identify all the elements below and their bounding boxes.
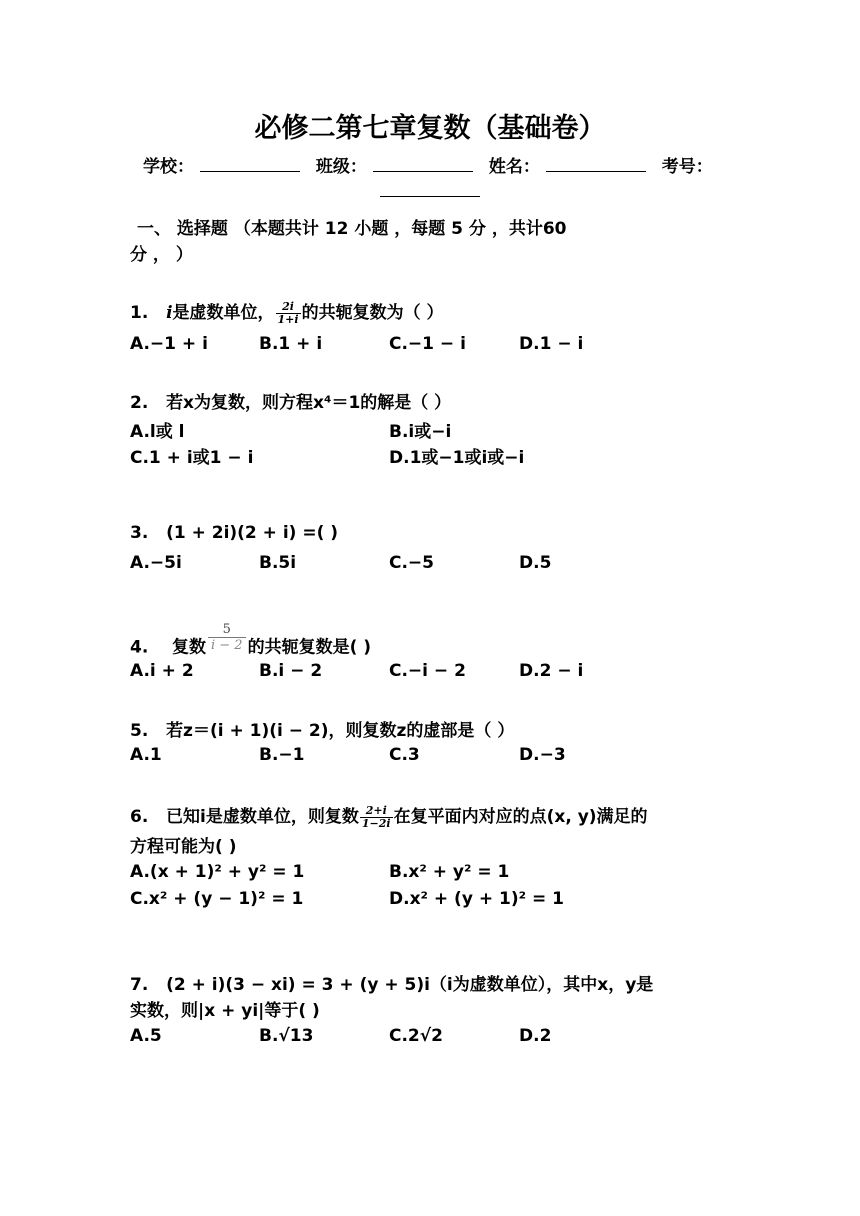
- option-6a[interactable]: A.(x + 1)² + y² = 1: [130, 862, 305, 882]
- fraction: $\frac{5}{i - 2}$: [208, 622, 246, 653]
- question-6-line2: 方程可能为( ): [130, 837, 237, 857]
- class-blank[interactable]: [373, 155, 473, 172]
- option-4c[interactable]: C.−i − 2: [389, 661, 466, 681]
- question-2: 2. 若x为复数，则方程x⁴＝1的解是（ ）: [130, 393, 452, 413]
- option-5b[interactable]: B.−1: [259, 745, 305, 765]
- question-5: 5. 若z＝(i + 1)(i − 2)，则复数z的虚部是（ ）: [130, 721, 515, 741]
- question-3: 3. (1 + 2i)(2 + i) =( ): [130, 523, 339, 543]
- fraction: $\frac{2+i}{1-2i}$: [361, 803, 391, 830]
- school-blank[interactable]: [200, 155, 300, 172]
- exam-no-blank[interactable]: [380, 180, 480, 197]
- question-1: 1. i是虚数单位， $\frac{2i}{1+i}$ 的共轭复数为（ ）: [130, 299, 444, 326]
- option-7a[interactable]: A.5: [130, 1026, 162, 1046]
- option-6d[interactable]: D.x² + (y + 1)² = 1: [389, 889, 564, 909]
- page-title: 必修二第七章复数（基础卷）: [254, 113, 606, 144]
- option-2d[interactable]: D.1或−1或i或−i: [389, 448, 525, 468]
- exam-no-label: 考号：: [661, 157, 713, 177]
- option-5a[interactable]: A.1: [130, 745, 162, 765]
- option-3c[interactable]: C.−5: [389, 553, 435, 573]
- option-3d[interactable]: D.5: [519, 553, 552, 573]
- question-7-line2: 实数，则|x + yi|等于( ): [130, 1001, 320, 1021]
- option-3a[interactable]: A.−5i: [130, 553, 182, 573]
- option-4d[interactable]: D.2 − i: [519, 661, 584, 681]
- option-2a[interactable]: A.l或 l: [130, 422, 185, 442]
- option-2c[interactable]: C.1 + i或1 − i: [130, 448, 254, 468]
- option-7b[interactable]: B.√13: [259, 1026, 314, 1046]
- option-4a[interactable]: A.i + 2: [130, 661, 194, 681]
- section-heading-line1: 一、 选择题 （本题共计 12 小题 ，每题 5 分 ，共计60: [137, 219, 567, 239]
- name-blank[interactable]: [546, 155, 646, 172]
- class-label: 班级：: [315, 157, 367, 177]
- option-1b[interactable]: B.1 + i: [259, 334, 323, 354]
- option-6b[interactable]: B.x² + y² = 1: [389, 862, 510, 882]
- question-7: 7. (2 + i)(3 − xi) = 3 + (y + 5)i（i为虚数单位），其中x，y是: [130, 975, 654, 995]
- option-1c[interactable]: C.−1 − i: [389, 334, 466, 354]
- option-3b[interactable]: B.5i: [259, 553, 297, 573]
- option-1d[interactable]: D.1 − i: [519, 334, 584, 354]
- school-label: 学校：: [143, 157, 194, 177]
- option-5c[interactable]: C.3: [389, 745, 420, 765]
- question-6: 6. 已知i是虚数单位，则复数 $\frac{2+i}{1-2i}$ 在复平面内对应的点(x, y)满足的: [130, 803, 648, 830]
- section-heading-line2: 分 ， ）: [130, 245, 193, 265]
- name-label: 姓名：: [488, 157, 540, 177]
- option-7d[interactable]: D.2: [519, 1026, 552, 1046]
- option-1a[interactable]: A.−1 + i: [130, 334, 208, 354]
- option-2b[interactable]: B.i或−i: [389, 422, 452, 442]
- option-6c[interactable]: C.x² + (y − 1)² = 1: [130, 889, 304, 909]
- student-info-line: [143, 152, 713, 177]
- option-7c[interactable]: C.2√2: [389, 1026, 443, 1046]
- question-4: 4. 复数 $\frac{5}{i - 2}$ 的共轭复数是( ): [130, 622, 372, 658]
- option-4b[interactable]: B.i − 2: [259, 661, 323, 681]
- option-5d[interactable]: D.−3: [519, 745, 566, 765]
- fraction: $\frac{2i}{1+i}$: [277, 299, 299, 326]
